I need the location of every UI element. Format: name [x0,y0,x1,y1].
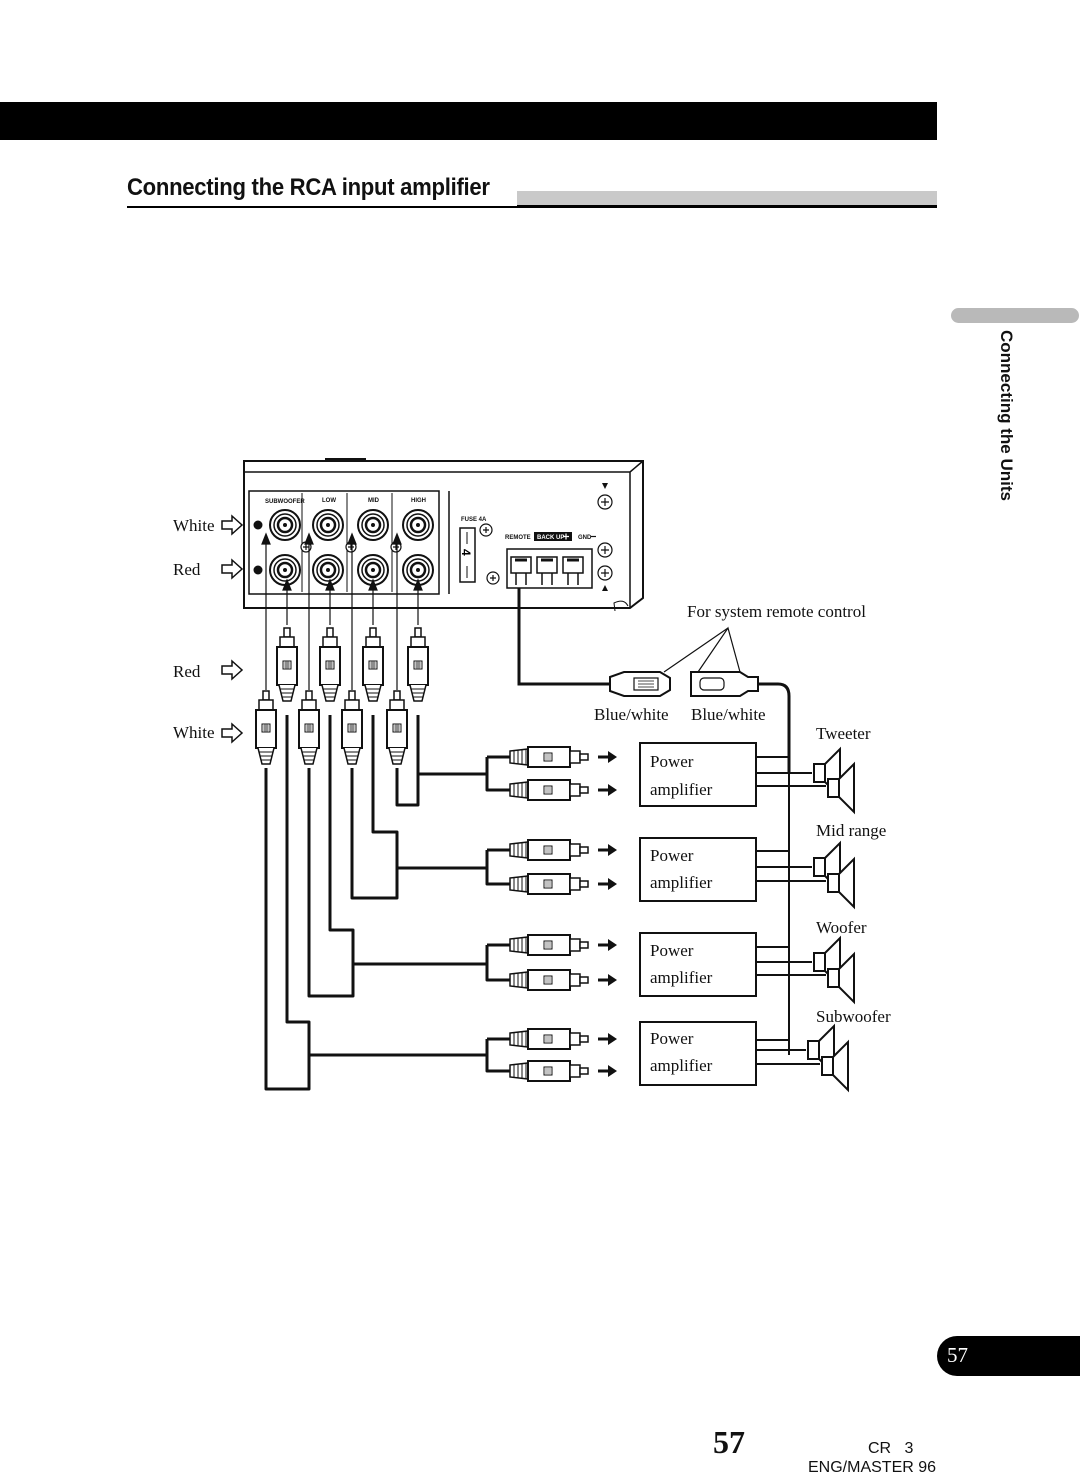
svg-text:Power: Power [650,846,694,865]
jack-mid-left [358,510,388,540]
rca-plug-white [299,691,319,764]
speaker-label-mid-range: Mid range [816,821,887,840]
svg-text:Power: Power [650,941,694,960]
fuse-label: FUSE 4A [461,517,487,523]
channel-label-subwoofer: SUBWOOFER [265,499,305,505]
remote-control-note: For system remote control [687,602,866,621]
left-channel-marker [254,521,263,530]
jack-low-left [313,510,343,540]
rca-plug-red [277,628,297,701]
arrow-icon [222,516,242,534]
channel-label-low: LOW [322,498,336,504]
footer-code: CR 3 [868,1440,914,1457]
head-unit-rear-panel [244,459,643,611]
power-amplifier [640,838,756,901]
input-label-white-top: White [173,516,215,535]
footer-page-number: 57 [713,1424,745,1460]
input-label-red-bottom: Red [173,662,201,681]
arrow-icon [598,751,617,1077]
power-terminal-block [507,549,592,588]
arrow-icon [222,560,242,578]
backup-terminal-label: BACK UP [537,535,565,541]
svg-text:Power: Power [650,1029,694,1048]
section-label: Connecting the Units [997,330,1016,501]
power-amplifier [640,743,756,806]
woofer-speakers [814,938,854,1002]
channel-label-mid: MID [368,498,379,504]
mid-range-speakers [814,843,854,907]
page-title: Connecting the RCA input amplifier [127,174,490,201]
rca-cables [266,715,510,1089]
wire-label-blue-white: Blue/white [594,705,669,724]
svg-text:4: 4 [459,549,473,556]
svg-text:amplifier: amplifier [650,780,713,799]
arrow-icon [222,661,242,679]
input-label-white-bottom: White [173,723,215,742]
rca-plug-red [363,628,383,701]
rca-plug-white [342,691,362,764]
amp-input-plugs [510,747,588,1081]
rca-plug-red [408,628,428,701]
svg-text:Power: Power [650,752,694,771]
rca-plug-white [387,691,407,764]
speaker-label-tweeter: Tweeter [816,724,871,743]
jack-subwoofer-right [270,555,300,585]
input-label-red-top: Red [173,560,201,579]
jack-subwoofer-left [270,510,300,540]
gnd-terminal-label: GND [578,535,592,541]
svg-text:amplifier: amplifier [650,1056,713,1075]
channel-label-high: HIGH [411,498,426,504]
jack-low-right [313,555,343,585]
tweeter-speakers [814,749,854,812]
svg-text:amplifier: amplifier [650,968,713,987]
svg-text:amplifier: amplifier [650,873,713,892]
speaker-label-woofer: Woofer [816,918,867,937]
page-number-tab-label: 57 [947,1343,968,1367]
rca-plug-white [256,691,276,764]
remote-terminal-label: REMOTE [505,535,531,541]
power-amplifier [640,1022,756,1085]
right-channel-marker [254,566,263,575]
wire-label-blue-white: Blue/white [691,705,766,724]
rca-plug-red [320,628,340,701]
footer-master-code: ENG/MASTER 96 [808,1459,937,1476]
subwoofer-speakers [808,1026,848,1090]
speaker-label-subwoofer: Subwoofer [816,1007,891,1026]
power-amplifier [640,933,756,996]
arrow-icon [222,724,242,742]
jack-high-left [403,510,433,540]
